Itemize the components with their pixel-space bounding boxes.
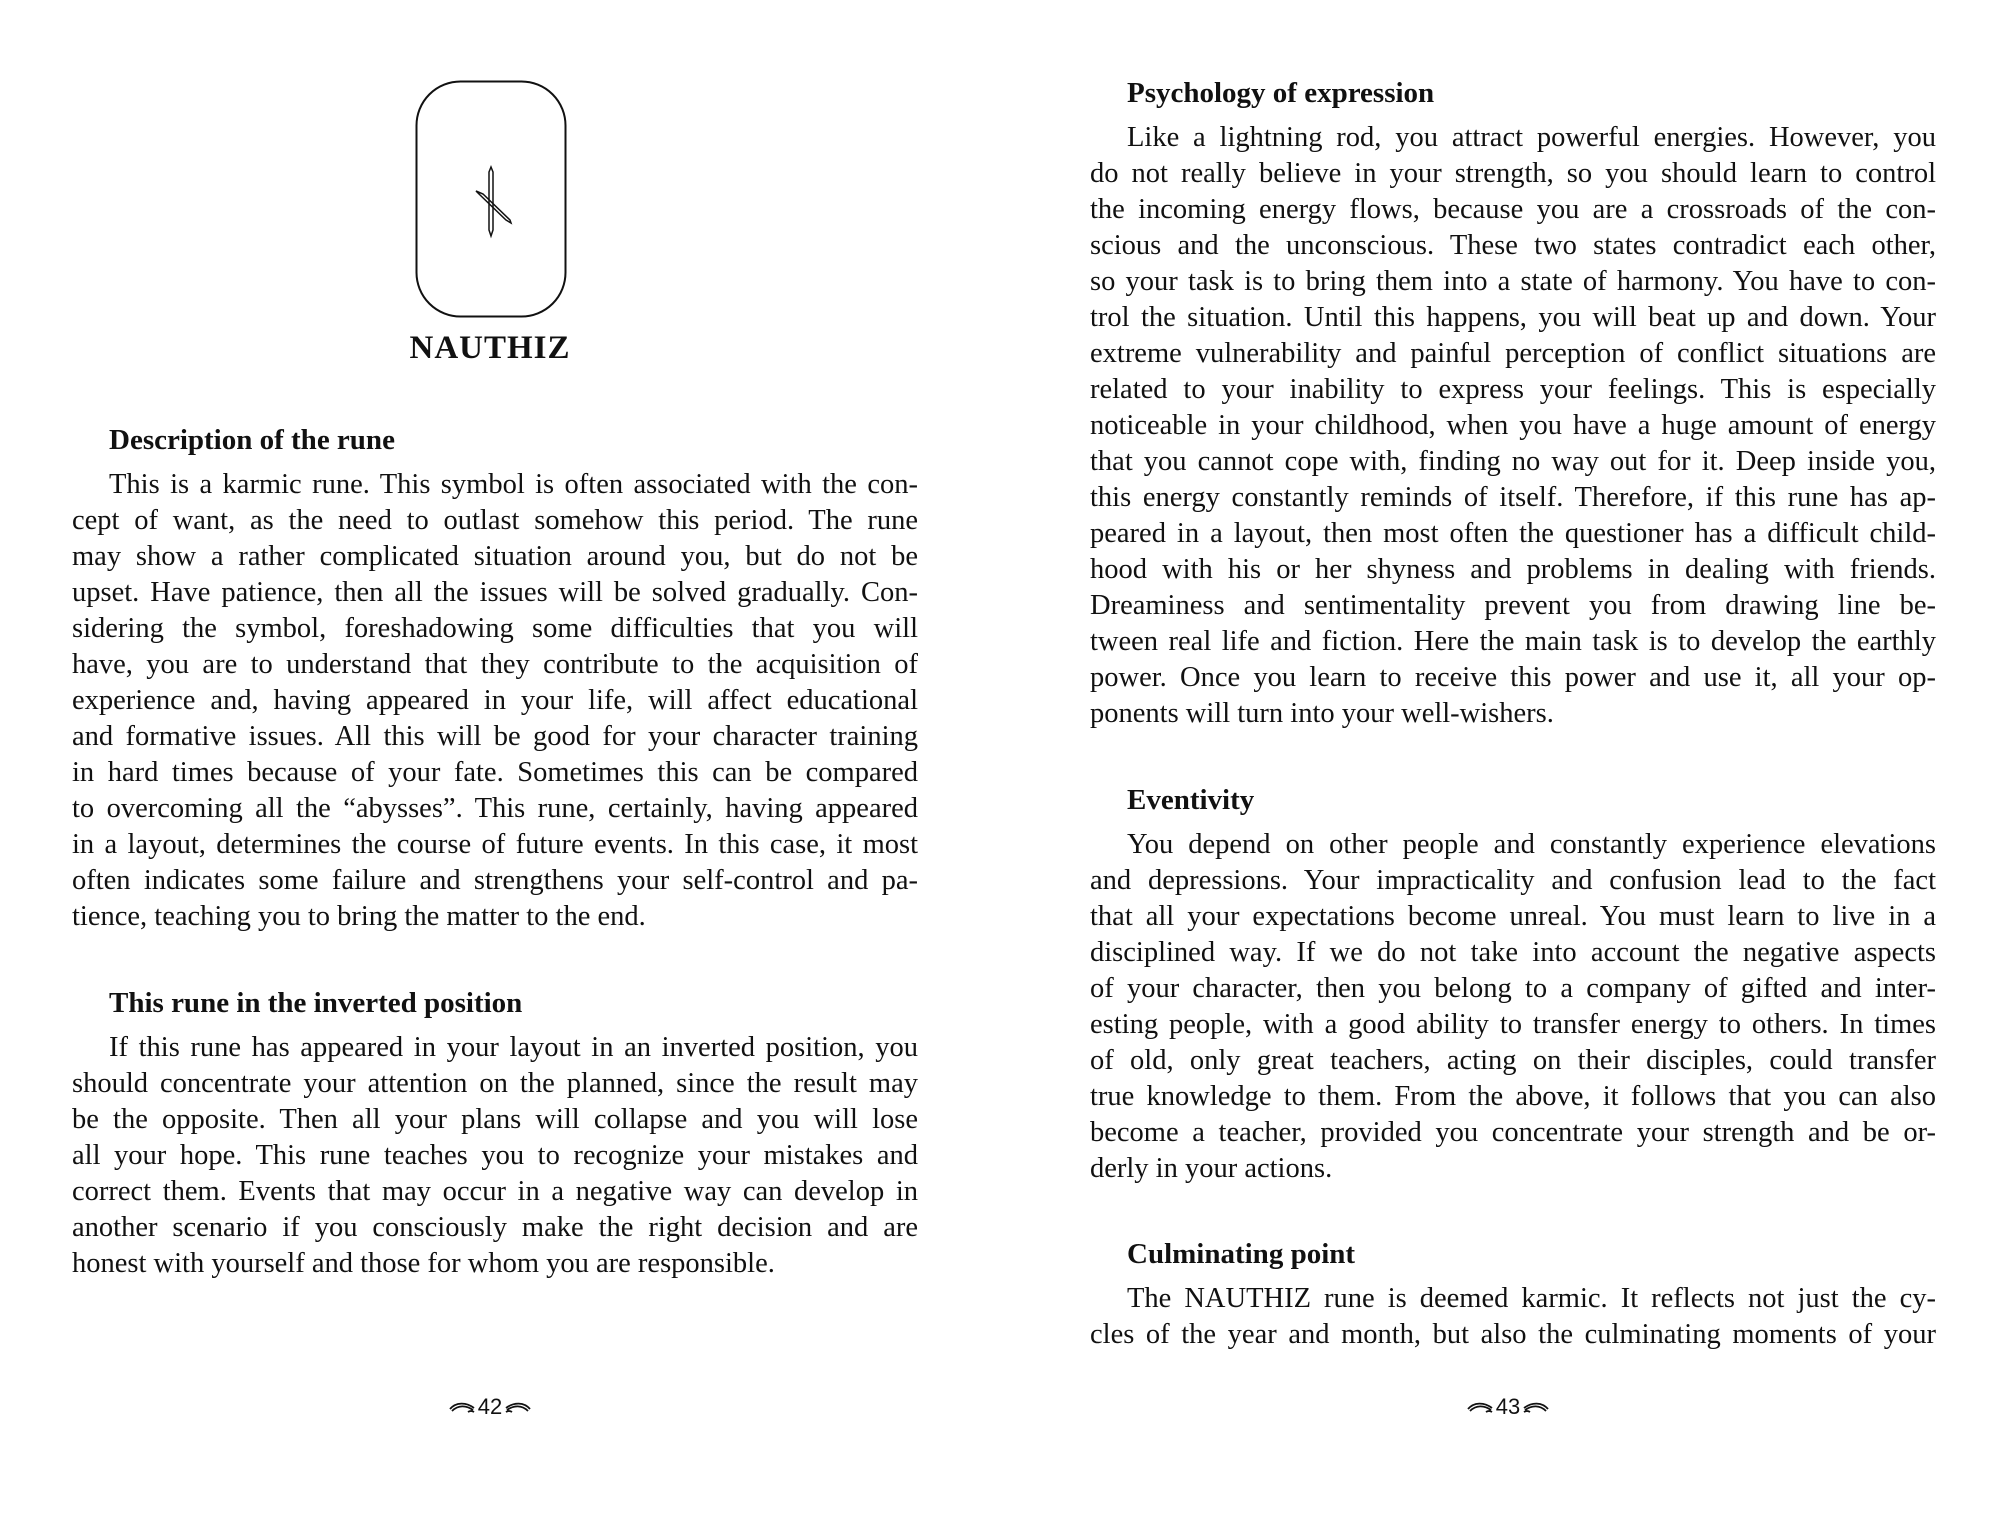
page-number: 42 (477, 1394, 503, 1419)
text-line: honest with yourself and those for whom you are responsible. (72, 1248, 775, 1279)
text-line: The NAUTHIZ rune is deemed karmic. It reflects not just the cy- (1127, 1283, 1936, 1314)
text-line: extreme vulnerability and painful perception of conflict situations are (1090, 338, 1936, 369)
text-line: that you cannot cope with, finding no way out for it. Deep inside you, (1090, 446, 1936, 477)
text-line: true knowledge to them. From the above, it follows that you can also (1090, 1081, 1936, 1112)
text-line: that all your expectations become unreal. You must learn to live in a (1090, 901, 1936, 932)
text-line: of old, only great teachers, acting on their disciples, could transfer (1090, 1045, 1936, 1076)
text-line: do not really believe in your strength, so you should learn to control (1090, 158, 1936, 189)
text-line: tience, teaching you to bring the matter to the end. (72, 901, 646, 932)
page-number-right (1418, 1394, 1598, 1420)
text-line: derly in your actions. (1090, 1153, 1333, 1184)
ornament-icon (1522, 1400, 1550, 1414)
text-line: peared in a layout, then most often the questioner has a difficult child- (1090, 518, 1936, 549)
text-line: to overcoming all the “abysses”. This rune, certainly, having appeared (72, 793, 918, 824)
text-line: in hard times because of your fate. Sometimes this can be compared (72, 757, 918, 788)
text-line: noticeable in your childhood, when you have a huge amount of energy (1090, 410, 1936, 441)
section-heading: This rune in the inverted position (109, 987, 523, 1019)
text-line: Dreaminess and sentimentality prevent you from drawing line be- (1090, 590, 1936, 621)
text-line: ponents will turn into your well-wishers. (1090, 698, 1554, 729)
ornament-icon (504, 1400, 532, 1414)
page-number: 43 (1495, 1394, 1521, 1419)
text-line: tween real life and fiction. Here the main task is to develop the earthly (1090, 626, 1936, 657)
text-line: all your hope. This rune teaches you to recognize your mistakes and (72, 1140, 918, 1171)
ornament-icon (448, 1400, 476, 1414)
text-line: in a layout, determines the course of future events. In this case, it most (72, 829, 918, 860)
text-line: often indicates some failure and strengthens your self-control and pa- (72, 865, 918, 896)
section-inverted-position (72, 985, 918, 1282)
text-line: sidering the symbol, foreshadowing some difficulties that you will (72, 613, 918, 644)
text-line: hood with his or her shyness and problems in dealing with friends. (1090, 554, 1936, 585)
text-line: so your task is to bring them into a state of harmony. You have to con- (1090, 266, 1936, 297)
section-heading: Description of the rune (109, 424, 395, 456)
text-line: become a teacher, provided you concentrate your strength and be or- (1090, 1117, 1936, 1148)
section-heading: Eventivity (1127, 784, 1255, 816)
text-line: You depend on other people and constantly experience elevations (1127, 829, 1936, 860)
section-heading: Psychology of expression (1127, 77, 1435, 109)
section-heading: Culminating point (1127, 1238, 1356, 1270)
text-line: This is a karmic rune. This symbol is often associated with the con- (109, 469, 918, 500)
text-line: another scenario if you consciously make the right decision and are (72, 1212, 918, 1243)
text-line: cept of want, as the need to outlast somehow this period. The rune (72, 505, 918, 536)
section-psychology-of-expression (1090, 75, 1936, 732)
text-line: have, you are to understand that they contribute to the acquisition of (72, 649, 918, 680)
section-description-of-the-rune (72, 422, 918, 935)
rune-title: NAUTHIZ (409, 330, 571, 366)
text-line: related to your inability to express your feelings. This is especially (1090, 374, 1936, 405)
text-line: experience and, having appeared in your life, will affect educational (72, 685, 918, 716)
section-eventivity (1090, 782, 1936, 1187)
text-line: esting people, with a good ability to transfer energy to others. In times (1090, 1009, 1936, 1040)
text-line: and depressions. Your impracticality and confusion lead to the fact (1090, 865, 1936, 896)
text-line: Like a lightning rod, you attract powerful energies. However, you (1127, 122, 1936, 153)
page-number-left (400, 1394, 580, 1420)
text-line: of your character, then you belong to a company of gifted and inter- (1090, 973, 1936, 1004)
text-line: this energy constantly reminds of itself. Therefore, if this rune has ap- (1090, 482, 1936, 513)
text-line: be the opposite. Then all your plans will collapse and you will lose (72, 1104, 918, 1135)
text-line: the incoming energy flows, because you are a crossroads of the con- (1090, 194, 1936, 225)
text-line: power. Once you learn to receive this power and use it, all your op- (1090, 662, 1936, 693)
text-line: trol the situation. Until this happens, you will beat up and down. Your (1090, 302, 1936, 333)
text-line: upset. Have patience, then all the issues will be solved gradually. Con- (72, 577, 918, 608)
text-line: and formative issues. All this will be good for your character training (72, 721, 918, 752)
section-culminating-point (1090, 1236, 1936, 1353)
text-line: cles of the year and month, but also the culminating moments of your (1090, 1319, 1936, 1350)
text-line: may show a rather complicated situation around you, but do not be (72, 541, 918, 572)
ornament-icon (1466, 1400, 1494, 1414)
text-line: correct them. Events that may occur in a negative way can develop in (72, 1176, 918, 1207)
nauthiz-rune-icon (415, 80, 567, 318)
text-line: should concentrate your attention on the planned, since the result may (72, 1068, 918, 1099)
text-line: disciplined way. If we do not take into account the negative aspects (1090, 937, 1936, 968)
text-line: scious and the unconscious. These two states contradict each other, (1090, 230, 1936, 261)
text-line: If this rune has appeared in your layout in an inverted position, you (109, 1032, 918, 1063)
